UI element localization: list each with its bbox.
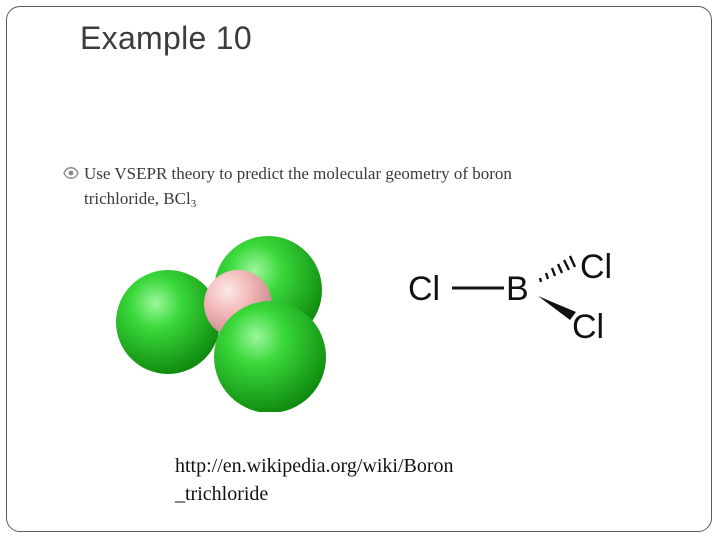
bcl3-space-filling-model <box>110 232 340 412</box>
source-link[interactable] <box>175 452 454 508</box>
slide-title: Example 10 <box>80 20 252 56</box>
hashed-wedge-bond <box>540 256 575 282</box>
chlorine-atom-left <box>116 270 220 374</box>
source-line-2: _trichloride <box>175 483 269 505</box>
source-line-1: http://en.wikipedia.org/wiki/Boron <box>175 455 454 477</box>
bullet-icon <box>62 165 80 181</box>
cl-atom-left: Cl <box>408 270 441 308</box>
b-atom: B <box>506 270 529 308</box>
bullet-line-1: Use VSEPR theory to predict the molecular geometry of boron <box>84 164 512 183</box>
cl-atom-bottom-right: Cl <box>572 308 605 346</box>
chlorine-atom-front <box>214 301 326 412</box>
bcl3-structural-formula <box>400 240 630 350</box>
bullet-text <box>84 161 644 217</box>
solid-wedge-bond <box>538 296 576 320</box>
bullet-line-2: trichloride, BCl <box>84 189 191 208</box>
cl-atom-top-right: Cl <box>580 248 613 286</box>
bullet-subscript: 3 <box>190 198 197 210</box>
